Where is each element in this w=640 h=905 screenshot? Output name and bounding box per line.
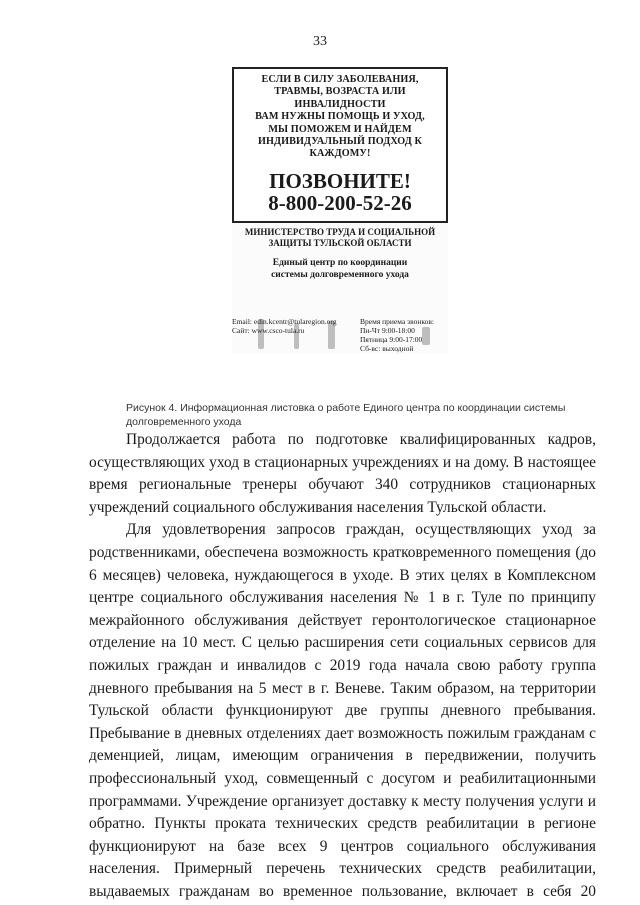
caption-line: долговременного ухода: [126, 416, 242, 428]
center-line: системы долговременного ухода: [271, 270, 409, 280]
notice-line: ИНДИВИДУАЛЬНЫЙ ПОДХОД К: [257, 136, 423, 148]
page-number: 33: [313, 34, 327, 49]
body-text: [89, 429, 596, 903]
leaflet-notice-text: [240, 74, 440, 161]
notice-line: ТРАВМЫ, ВОЗРАСТА ИЛИ: [274, 86, 406, 98]
paragraph: Для удовлетворения запросов граждан, осуществляющих уход за родственниками, обеспечена возможность кратковременного помещения (до 6 месяцев) человека, нуждающегося в уходе. В этих целях в Комплексном центре социального обслуживания населения № 1 в г. Туле по принципу межрайонного обслуживания действует геронтологическое стационарное отделение на 10 мест. С целью расширения сети социальных сервисов для пожилых граждан и инвалидов с 2019 года начала свою работу группа дневного пребывания на 5 мест в г. Веневе. Таким образом, на территории Тульской области функционируют две группы дневного пребывания. Пребывание в дневных отделениях дает возможность пожилым гражданам с деменцией, лицам, имеющим ограничения в передвижении, получить профессиональный уход, совмещенный с досугом и реабилитационными программами. Учреждение организует доставку к месту получения услуги и обратно. Пункты проката технических средств реабилитации в регионе функционируют на базе всех 9 центров социального обслуживания населения. Примерный перечень технических средств реабилитации, выдаваемых гражданам во временное пользование, включает в себя 20: [89, 521, 596, 900]
hours-line: Время приема звонков:: [360, 317, 435, 326]
notice-line: МЫ ПОМОЖЕМ И НАЙДЕМ: [268, 123, 412, 135]
email-line: Email: edin.kcentr@tularegion.org: [232, 317, 337, 326]
ministry-name: [232, 227, 448, 249]
figure-caption: [126, 401, 596, 429]
paragraph: Продолжается работа по подготовке квалифицированных кадров, осуществляющих уход в стационарных учреждениях и на дому. В настоящее время региональные тренеры обучают 340 сотрудников стационарных учреждений социального обслуживания населения Тульской области.: [89, 431, 596, 516]
notice-line: ВАМ НУЖНЫ ПОМОЩЬ И УХОД,: [255, 111, 425, 123]
notice-line: ЕСЛИ В СИЛУ ЗАБОЛЕВАНИЯ,: [261, 74, 419, 85]
hours-line: Сб-вс: выходной: [360, 344, 414, 353]
call-heading: ПОЗВОНИТЕ!: [269, 168, 411, 193]
call-hours: [360, 317, 448, 353]
center-name: [232, 257, 448, 281]
hotline-phone-number: 8-800-200-52-26: [268, 190, 412, 215]
site-line: Сайт: www.csco-tula.ru: [232, 326, 305, 335]
leaflet-contacts: [232, 317, 448, 351]
leaflet-notice-box: [232, 67, 448, 223]
ministry-line: ЗАЩИТЫ ТУЛЬСКОЙ ОБЛАСТИ: [268, 238, 412, 248]
hours-line: Пятница 9:00-17:00: [360, 335, 423, 344]
center-line: Единый центр по координации: [272, 258, 408, 268]
notice-line: КАЖДОМУ!: [309, 148, 371, 160]
ministry-line: МИНИСТЕРСТВО ТРУДА И СОЦИАЛЬНОЙ: [244, 227, 436, 237]
contact-details: [232, 317, 350, 335]
hours-line: Пн-Чт 9:00-18:00: [360, 326, 415, 335]
info-leaflet-image: [232, 67, 448, 354]
caption-line: Рисунок 4. Информационная листовка о работе Единого центра по координации системы: [126, 402, 566, 414]
notice-line: ИНВАЛИДНОСТИ: [294, 98, 386, 110]
